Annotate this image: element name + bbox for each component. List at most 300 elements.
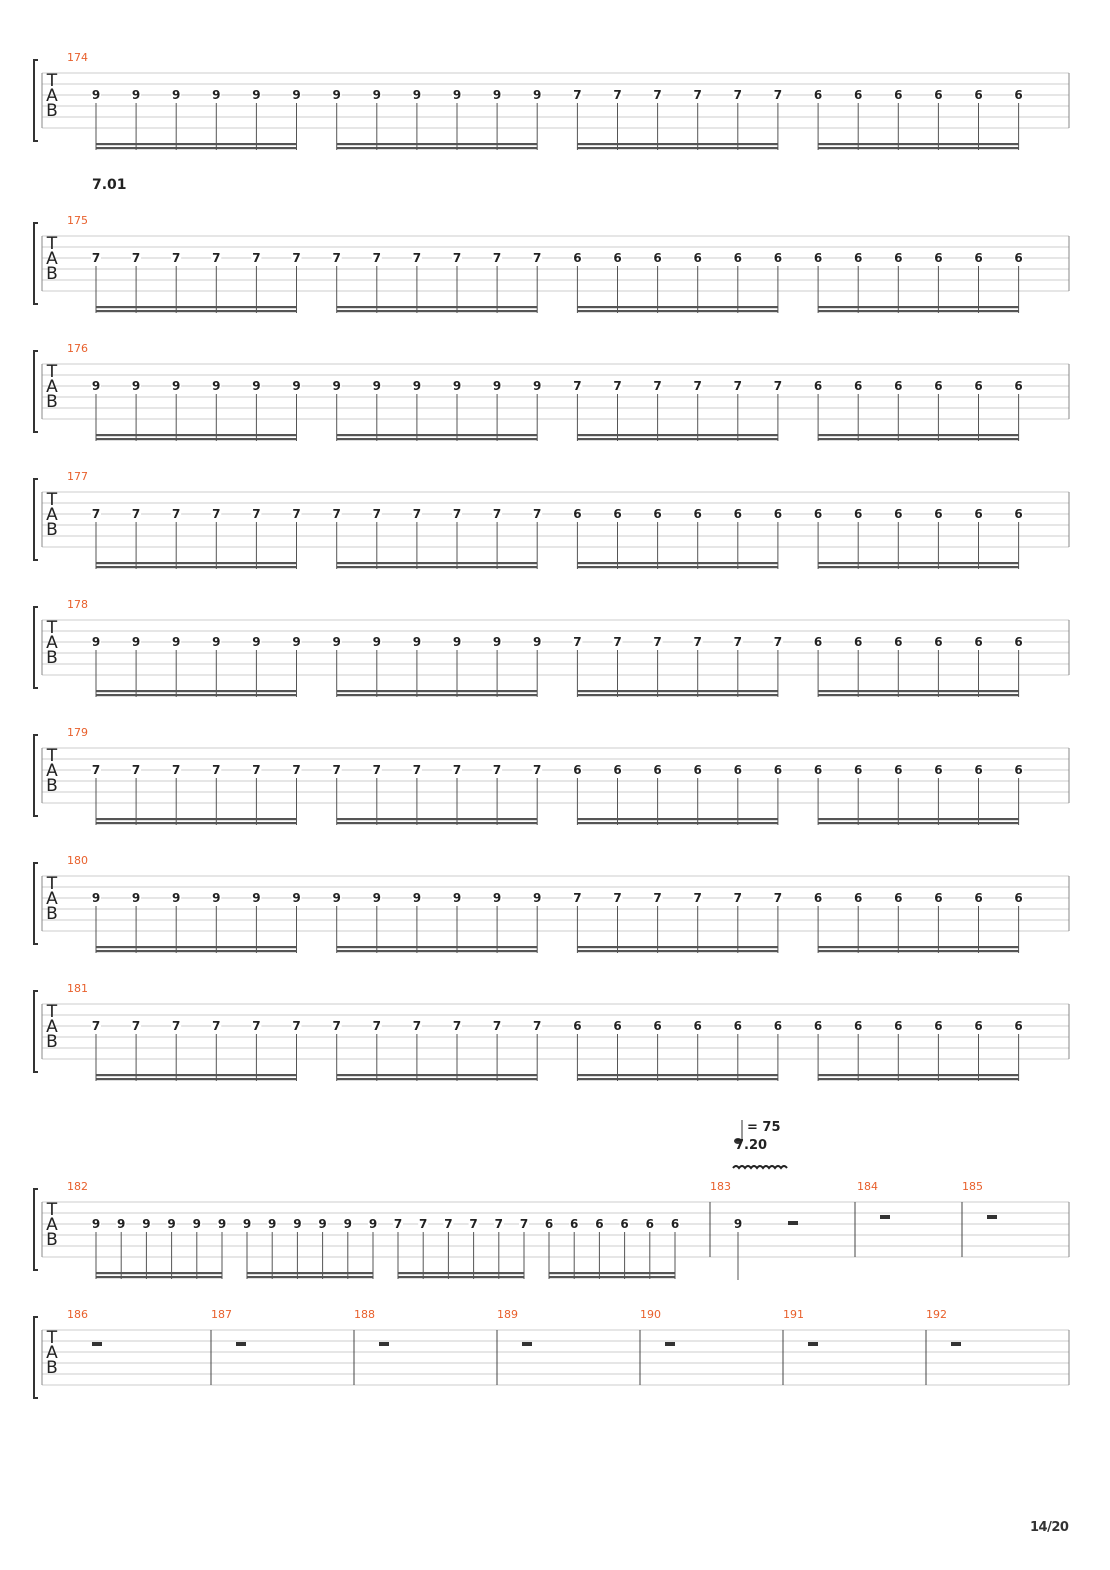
fret-number: 6 [934,88,943,102]
fret-number: 7 [573,88,582,102]
fret-number: 7 [372,251,381,265]
fret-number: 7 [533,763,542,777]
fret-number: 7 [412,251,422,265]
measure-number: 181 [67,982,88,995]
page-number: 14/20 [1030,1520,1069,1535]
fret-number: 9 [91,1217,101,1231]
fret-number: 7 [573,379,582,393]
fret-number: 6 [733,1019,742,1033]
fret-number: 7 [332,507,341,521]
fret-number: 7 [693,635,702,649]
beam [818,818,1019,820]
fret-number: 9 [492,891,502,905]
fret-number: 9 [212,379,221,393]
beam [818,1078,1019,1080]
beam [96,822,297,824]
fret-number: 6 [813,891,823,905]
fret-number: 6 [733,507,742,521]
fret-number: 7 [773,379,783,393]
fret-number: 7 [131,1019,141,1033]
fret-number: 7 [91,507,101,521]
fret-number: 7 [332,763,341,777]
beam [818,950,1019,952]
half-rest [379,1342,389,1346]
fret-number: 9 [91,88,101,102]
beam [818,306,1019,308]
fret-number: 7 [252,507,261,521]
fret-number: 9 [91,379,101,393]
tab-clef-letter: A [46,86,58,106]
system-bracket [34,1189,38,1270]
beam [337,822,538,824]
measure-number: 188 [354,1308,375,1321]
tab-system [34,726,1069,825]
fret-number: 7 [452,1019,462,1033]
fret-number: 6 [894,635,903,649]
fret-number: 6 [773,1019,783,1033]
beam [577,438,778,440]
tab-clef-letter: B [46,1358,58,1378]
fret-number: 7 [653,891,662,905]
beam [398,1276,524,1278]
fret-number: 6 [854,635,863,649]
beam [818,143,1019,145]
fret-number: 7 [693,379,702,393]
beam [818,694,1019,696]
fret-number: 6 [645,1217,654,1231]
beam [818,566,1019,568]
tab-system [34,1308,1069,1398]
fret-number: 7 [172,1019,181,1033]
fret-number: 6 [854,763,863,777]
measure-number: 185 [962,1180,983,1193]
fret-number: 6 [653,763,662,777]
fret-number: 9 [452,891,462,905]
fret-number: 6 [894,507,903,521]
fret-number: 6 [894,1019,903,1033]
fret-number: 6 [573,763,582,777]
fret-number: 7 [773,88,783,102]
beam [818,822,1019,824]
measure-number: 184 [857,1180,878,1193]
fret-number: 9 [292,891,301,905]
fret-number: 7 [693,88,702,102]
fret-number: 7 [519,1217,529,1231]
fret-number: 6 [773,251,783,265]
fret-number: 9 [452,635,462,649]
beam [577,818,778,820]
fret-number: 6 [854,891,863,905]
fret-number: 6 [934,251,943,265]
tab-clef-letter: T [46,71,58,91]
fret-number: 6 [854,88,863,102]
fret-number: 9 [252,88,261,102]
fret-number: 7 [412,1019,422,1033]
fret-number: 9 [172,379,181,393]
tab-clef-letter: A [46,377,58,397]
fret-number: 7 [252,763,261,777]
fret-number: 9 [172,88,181,102]
fret-number: 7 [492,251,502,265]
fret-number: 9 [91,635,101,649]
fret-number: 9 [117,1217,126,1231]
fret-number: 6 [813,763,823,777]
fret-number: 7 [372,1019,381,1033]
beam [337,694,538,696]
tab-system [34,177,1069,313]
fret-number: 9 [192,1217,201,1231]
fret-number: 7 [172,251,181,265]
fret-number: 9 [131,891,141,905]
fret-number: 6 [773,763,783,777]
fret-number: 6 [544,1217,554,1231]
section-marker: 7.01 [92,177,127,193]
system-bracket [34,479,38,560]
fret-number: 6 [1014,635,1023,649]
fret-number: 9 [131,379,141,393]
fret-number: 6 [813,379,823,393]
fret-number: 7 [733,88,742,102]
beam [577,1074,778,1076]
fret-number: 6 [620,1217,629,1231]
whole-rest [880,1215,890,1219]
fret-number: 9 [533,88,542,102]
fret-number: 6 [974,763,983,777]
fret-number: 6 [573,1019,582,1033]
tab-clef-letter: T [46,1328,58,1348]
beam [337,566,538,568]
beam [818,1074,1019,1076]
fret-number: 7 [494,1217,503,1231]
fret-number: 7 [613,891,622,905]
beam [96,310,297,312]
beam [577,310,778,312]
measure-number: 175 [67,214,88,227]
fret-number: 6 [693,251,702,265]
whole-rest [987,1215,997,1219]
fret-number: 6 [1014,891,1023,905]
measure-number: 177 [67,470,88,483]
fret-number: 9 [91,891,101,905]
fret-number: 6 [670,1217,680,1231]
tab-system [34,470,1069,569]
tempo-marking: = 75 [747,1120,781,1135]
fret-number: 9 [172,891,181,905]
fret-number: 6 [573,507,582,521]
fret-number: 6 [974,635,983,649]
beam [337,1078,538,1080]
fret-number: 7 [131,251,141,265]
fret-number: 7 [393,1217,403,1231]
half-rest [951,1342,961,1346]
fret-number: 7 [212,1019,221,1033]
beam [818,434,1019,436]
fret-number: 6 [854,1019,863,1033]
beam [96,1276,222,1278]
tab-clef-letter: A [46,889,58,909]
fret-number: 6 [934,635,943,649]
fret-number: 9 [332,379,341,393]
fret-number: 7 [91,763,101,777]
fret-number: 6 [854,507,863,521]
fret-number: 6 [733,763,742,777]
tab-clef-letter: A [46,761,58,781]
fret-number: 9 [733,1217,743,1231]
beam [337,950,538,952]
fret-number: 7 [733,379,742,393]
fret-number: 7 [172,763,181,777]
fret-number: 6 [595,1217,604,1231]
fret-number: 9 [412,379,422,393]
half-rest [665,1342,675,1346]
fret-number: 9 [292,379,301,393]
tab-system [34,51,1069,150]
fret-number: 6 [813,88,823,102]
fret-number: 7 [252,1019,261,1033]
beam [96,143,297,145]
measure-number: 187 [211,1308,232,1321]
measure-number: 176 [67,342,88,355]
fret-number: 6 [1014,251,1023,265]
beam [337,434,538,436]
beam [96,434,297,436]
section-marker: 7.20 [735,1138,768,1153]
tab-system [34,598,1069,697]
fret-number: 6 [613,763,622,777]
fret-number: 7 [332,251,341,265]
beam [577,566,778,568]
fret-number: 7 [573,891,582,905]
fret-number: 7 [492,1019,502,1033]
fret-number: 6 [573,251,582,265]
tab-clef-letter: T [46,490,58,510]
beam [337,690,538,692]
fret-number: 9 [318,1217,327,1231]
beam [577,434,778,436]
fret-number: 9 [167,1217,176,1231]
fret-number: 7 [733,891,742,905]
fret-number: 6 [813,1019,823,1033]
fret-number: 9 [533,379,542,393]
system-bracket [34,863,38,944]
fret-number: 7 [292,251,301,265]
tab-clef-letter: T [46,746,58,766]
fret-number: 6 [733,251,742,265]
beam [577,822,778,824]
beam [247,1276,373,1278]
beam [337,438,538,440]
tab-clef-letter: A [46,1215,58,1235]
beam [96,147,297,149]
fret-number: 7 [653,88,662,102]
half-rest [236,1342,246,1346]
beam [577,306,778,308]
fret-number: 9 [292,635,301,649]
fret-number: 7 [733,635,742,649]
fret-number: 6 [570,1217,579,1231]
tab-clef-letter: B [46,648,58,668]
tab-clef-letter: B [46,264,58,284]
tab-clef-letter: B [46,520,58,540]
fret-number: 6 [934,891,943,905]
fret-number: 6 [894,379,903,393]
fret-number: 9 [412,635,422,649]
beam [577,946,778,948]
measure-number: 178 [67,598,88,611]
tab-clef-letter: B [46,1032,58,1052]
fret-number: 7 [533,507,542,521]
fret-number: 7 [533,1019,542,1033]
system-bracket [34,1317,38,1398]
fret-number: 7 [613,635,622,649]
beam [818,147,1019,149]
beam [96,946,297,948]
fret-number: 6 [974,891,983,905]
measure-number: 179 [67,726,88,739]
tab-system [34,854,1069,953]
beam [96,694,297,696]
fret-number: 7 [533,251,542,265]
beam [96,950,297,952]
fret-number: 7 [91,1019,101,1033]
measure-number: 186 [67,1308,88,1321]
beam [818,946,1019,948]
system-bracket [34,991,38,1072]
half-rest [522,1342,532,1346]
fret-number: 7 [292,763,301,777]
fret-number: 7 [492,763,502,777]
fret-number: 7 [573,635,582,649]
beam [96,1272,222,1274]
fret-number: 7 [492,507,502,521]
fret-number: 9 [252,635,261,649]
fret-number: 6 [974,379,983,393]
tab-clef-letter: T [46,874,58,894]
fret-number: 6 [894,891,903,905]
fret-number: 7 [653,379,662,393]
fret-number: 9 [217,1217,227,1231]
fret-number: 6 [974,251,983,265]
fret-number: 6 [653,1019,662,1033]
tab-clef-letter: T [46,234,58,254]
fret-number: 6 [934,1019,943,1033]
fret-number: 7 [131,507,141,521]
fret-number: 6 [813,507,823,521]
measure-number: 189 [497,1308,518,1321]
fret-number: 6 [693,507,702,521]
fret-number: 9 [332,635,341,649]
fret-number: 6 [934,763,943,777]
fret-number: 6 [934,507,943,521]
fret-number: 7 [613,379,622,393]
fret-number: 9 [492,379,502,393]
system-bracket [34,60,38,141]
beam [577,1078,778,1080]
tab-clef-letter: A [46,1017,58,1037]
beam [549,1272,675,1274]
fret-number: 9 [212,891,221,905]
tab-clef-letter: B [46,904,58,924]
tab-clef-letter: T [46,1200,58,1220]
tab-clef-letter: T [46,618,58,638]
fret-number: 7 [292,1019,301,1033]
fret-number: 7 [332,1019,341,1033]
beam [337,147,538,149]
system-bracket [34,735,38,816]
tab-system [34,1120,1069,1280]
tab-clef-letter: A [46,249,58,269]
fret-number: 7 [212,507,221,521]
measure-number: 190 [640,1308,661,1321]
fret-number: 7 [419,1217,428,1231]
fret-number: 7 [613,88,622,102]
fret-number: 7 [469,1217,478,1231]
fret-number: 9 [172,635,181,649]
beam [549,1276,675,1278]
fret-number: 7 [212,251,221,265]
fret-number: 7 [452,507,462,521]
measure-number: 183 [710,1180,731,1193]
fret-number: 6 [813,635,823,649]
tab-clef-letter: B [46,101,58,121]
beam [818,562,1019,564]
fret-number: 6 [693,763,702,777]
beam [818,438,1019,440]
beam [337,310,538,312]
tab-system [34,342,1069,441]
fret-number: 7 [452,763,462,777]
fret-number: 6 [934,379,943,393]
fret-number: 7 [412,507,422,521]
fret-number: 9 [332,891,341,905]
fret-number: 6 [894,251,903,265]
system-bracket [34,351,38,432]
fret-number: 9 [368,1217,378,1231]
beam [577,147,778,149]
tab-clef-letter: B [46,776,58,796]
half-rest [808,1342,818,1346]
half-rest [92,1342,102,1346]
fret-number: 9 [372,891,381,905]
fret-number: 9 [343,1217,352,1231]
fret-number: 7 [653,635,662,649]
fret-number: 7 [131,763,141,777]
fret-number: 6 [813,251,823,265]
fret-number: 6 [974,1019,983,1033]
fret-number: 7 [693,891,702,905]
fret-number: 6 [854,251,863,265]
fret-number: 6 [894,763,903,777]
fret-number: 9 [242,1217,252,1231]
beam [337,818,538,820]
beam [577,694,778,696]
fret-number: 9 [412,88,422,102]
tab-clef-letter: B [46,392,58,412]
fret-number: 6 [894,88,903,102]
fret-number: 6 [693,1019,702,1033]
tab-clef-letter: A [46,1343,58,1363]
fret-number: 6 [854,379,863,393]
fret-number: 9 [252,891,261,905]
beam [337,306,538,308]
fret-number: 9 [412,891,422,905]
measure-number: 191 [783,1308,804,1321]
beam [96,438,297,440]
fret-number: 7 [172,507,181,521]
fret-number: 9 [492,635,502,649]
fret-number: 7 [452,251,462,265]
beam [96,566,297,568]
